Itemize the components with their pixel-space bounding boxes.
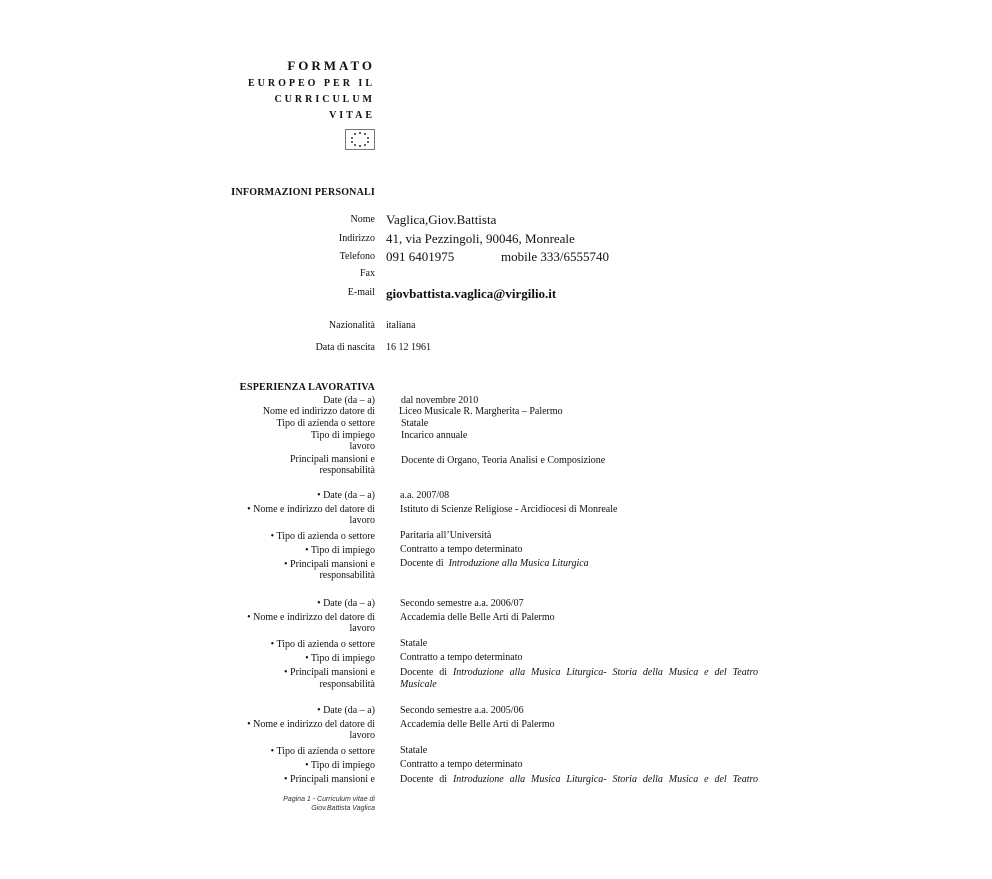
cv-title bbox=[248, 58, 375, 124]
b4-value-employer: Accademia delle Belle Arti di Palermo bbox=[400, 719, 555, 730]
b2-value-sector: Paritaria all’Università bbox=[400, 530, 492, 541]
b2-value-type: Contratto a tempo determinato bbox=[400, 544, 523, 555]
b2-label-duties-2: responsabilità bbox=[319, 570, 375, 581]
footer-line-2: Giov.Battista Vaglica bbox=[311, 805, 375, 812]
title-line-3: CURRICULUM bbox=[274, 94, 375, 105]
b3-value-sector: Statale bbox=[400, 638, 428, 649]
b3-label-date: • Date (da – a) bbox=[317, 598, 375, 609]
b1-label-duties-1: Principali mansioni e bbox=[290, 454, 375, 465]
value-mobile: mobile 333/6555740 bbox=[501, 249, 609, 264]
b3-value-type: Contratto a tempo determinato bbox=[400, 652, 523, 663]
b3-label-duties-2: responsabilità bbox=[319, 679, 375, 690]
b3-label-sector: • Tipo di azienda o settore bbox=[270, 639, 375, 650]
b2-value-date: a.a. 2007/08 bbox=[400, 490, 450, 501]
b1-label-type-2: lavoro bbox=[349, 441, 375, 452]
label-nationality: Nazionalità bbox=[328, 320, 375, 331]
b4-value-sector: Statale bbox=[400, 745, 428, 756]
b3-label-duties-1: • Principali mansioni e bbox=[284, 667, 375, 678]
label-fax: Fax bbox=[360, 268, 375, 279]
b3-value-employer: Accademia delle Belle Arti di Palermo bbox=[400, 612, 555, 623]
b4-label-duties-1: • Principali mansioni e bbox=[284, 774, 375, 785]
b3-label-employer-1: • Nome e indirizzo del datore di bbox=[247, 612, 375, 623]
b2-label-employer-2: lavoro bbox=[349, 515, 375, 526]
b1-value-date: dal novembre 2010 bbox=[401, 395, 479, 406]
b4-label-date: • Date (da – a) bbox=[317, 705, 375, 716]
b2-value-duties: Docente di Introduzione alla Musica Liturgica bbox=[400, 558, 589, 569]
b1-label-sector: Tipo di azienda o settore bbox=[276, 418, 375, 429]
b4-label-employer-1: • Nome e indirizzo del datore di bbox=[247, 719, 375, 730]
label-email: E-mail bbox=[347, 287, 375, 298]
b4-label-employer-2: lavoro bbox=[349, 730, 375, 741]
b2-value-employer: Istituto di Scienze Religiose - Arcidiocesi di Monreale bbox=[400, 504, 618, 515]
value-birth: 16 12 1961 bbox=[386, 342, 431, 353]
b4-value-type: Contratto a tempo determinato bbox=[400, 759, 523, 770]
label-address: Indirizzo bbox=[338, 233, 375, 244]
page-footer bbox=[283, 795, 375, 813]
label-name: Nome bbox=[350, 214, 375, 225]
b2-label-duties-1: • Principali mansioni e bbox=[284, 559, 375, 570]
title-line-2: EUROPEO PER IL bbox=[247, 78, 375, 89]
b1-label-duties-2: responsabilità bbox=[319, 465, 375, 476]
b4-value-duties: Docente di Introduzione alla Musica Liturgica- Storia della Musica e del Teatro bbox=[400, 774, 759, 785]
footer-line-1: Pagina 1 - Curriculum vitae di bbox=[283, 796, 375, 803]
label-birth: Data di nascita bbox=[315, 342, 375, 353]
value-email[interactable]: giovbattista.vaglica@virgilio.it bbox=[386, 286, 557, 301]
b3-value-duties-2: Musicale bbox=[400, 679, 437, 690]
b3-value-duties: Docente di Introduzione alla Musica Liturgica- Storia della Musica e del Teatro bbox=[400, 667, 759, 678]
b1-value-sector: Statale bbox=[401, 418, 429, 429]
value-nationality: italiana bbox=[386, 320, 416, 331]
b4-value-date: Secondo semestre a.a. 2005/06 bbox=[400, 705, 524, 716]
b3-label-type: • Tipo di impiego bbox=[305, 653, 375, 664]
value-phone: 091 6401975 bbox=[386, 249, 455, 264]
section-personal-info: INFORMAZIONI PERSONALI bbox=[231, 186, 375, 198]
b1-label-employer: Nome ed indirizzo datore di bbox=[262, 406, 375, 417]
b1-label-type-1: Tipo di impiego bbox=[310, 430, 375, 441]
b4-label-type: • Tipo di impiego bbox=[305, 760, 375, 771]
b1-value-type: Incarico annuale bbox=[401, 430, 468, 441]
b2-label-type: • Tipo di impiego bbox=[305, 545, 375, 556]
section-work-experience: ESPERIENZA LAVORATIVA bbox=[239, 381, 375, 393]
label-phone: Telefono bbox=[339, 251, 375, 262]
title-line-4: VITAE bbox=[329, 110, 375, 121]
b2-label-date: • Date (da – a) bbox=[317, 490, 375, 501]
b4-label-sector: • Tipo di azienda o settore bbox=[270, 746, 375, 757]
value-name: Vaglica,Giov.Battista bbox=[386, 212, 497, 227]
title-line-1: FORMATO bbox=[287, 58, 375, 73]
b2-label-sector: • Tipo di azienda o settore bbox=[270, 531, 375, 542]
b1-value-employer: Liceo Musicale R. Margherita – Palermo bbox=[399, 406, 563, 417]
b1-label-date: Date (da – a) bbox=[323, 395, 375, 406]
b3-label-employer-2: lavoro bbox=[349, 623, 375, 634]
b1-value-duties: Docente di Organo, Teoria Analisi e Composizione bbox=[401, 455, 606, 466]
value-address: 41, via Pezzingoli, 90046, Monreale bbox=[386, 231, 575, 246]
b2-label-employer-1: • Nome e indirizzo del datore di bbox=[247, 504, 375, 515]
eu-flag-icon bbox=[345, 129, 375, 150]
b3-value-date: Secondo semestre a.a. 2006/07 bbox=[400, 598, 524, 609]
